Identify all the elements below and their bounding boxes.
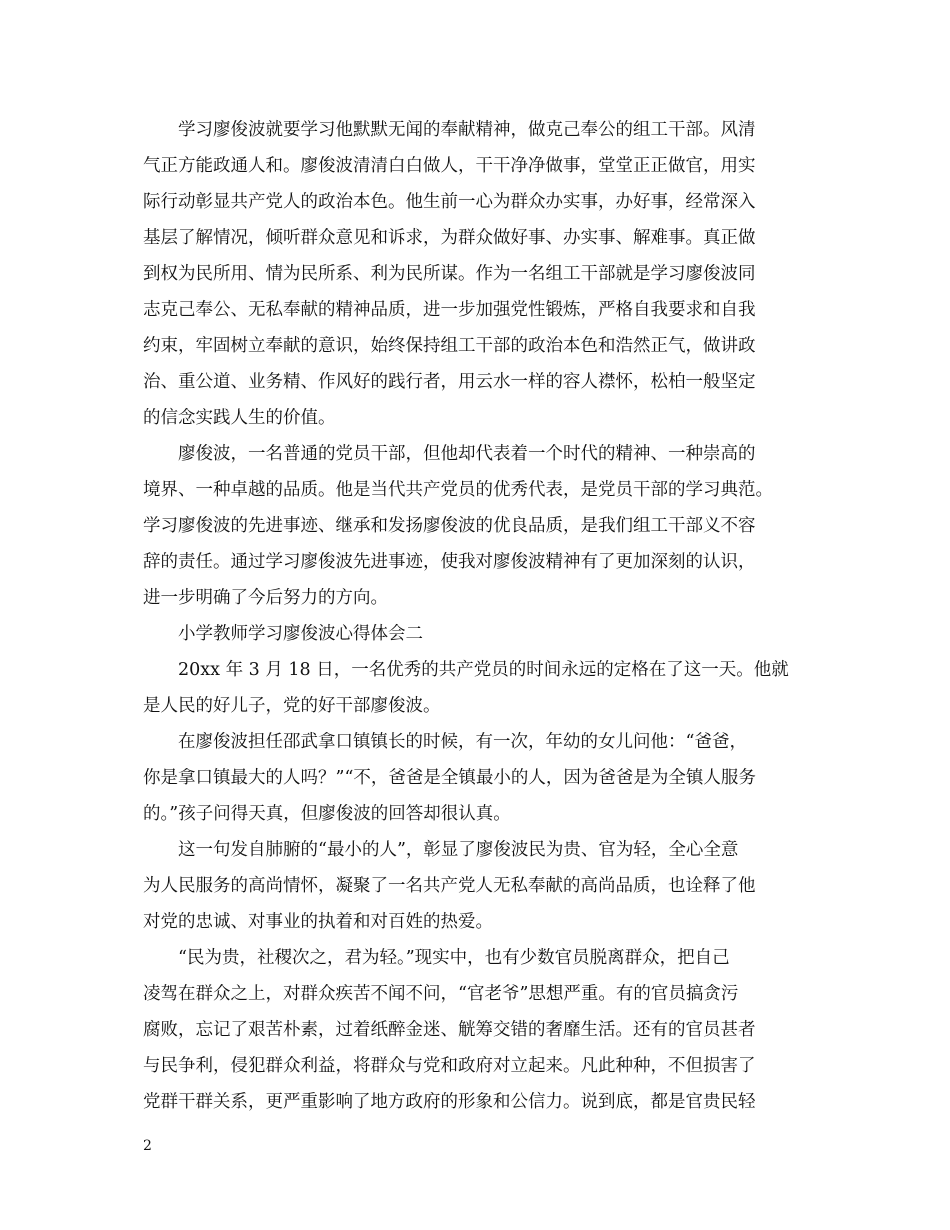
paragraph-line: 对党的忠诚、对事业的执着和对百姓的热爱。 [143,912,493,932]
page-number: 2 [143,1138,152,1154]
paragraph-line: 是人民的好儿子，党的好干部廖俊波。 [143,696,441,716]
paragraph-line: 党群干群关系，更严重影响了地方政府的形象和公信力。说到底，都是官贵民轻 [143,1092,756,1112]
paragraph-line: 为人民服务的高尚情怀，凝聚了一名共产党人无私奉献的高尚品质，也诠释了他 [143,876,756,896]
paragraph-line: 你是拿口镇最大的人吗？”“不，爸爸是全镇最小的人，因为爸爸是为全镇人服务 [143,768,756,788]
paragraph-line: 约束，牢固树立奉献的意识，始终保持组工干部的政治本色和浩然正气，做讲政 [143,336,756,356]
paragraph-line: 腐败，忘记了艰苦朴素，过着纸醉金迷、觥筹交错的奢靡生活。还有的官员甚者 [143,1020,756,1040]
paragraph-line: 这一句发自肺腑的“最小的人”，彰显了廖俊波民为贵、官为轻，全心全意 [178,840,739,860]
paragraph-line: 境界、一种卓越的品质。他是当代共产党员的优秀代表，是党员干部的学习典范。 [143,480,773,500]
paragraph-line: 气正方能政通人和。廖俊波清清白白做人，干干净净做事，堂堂正正做官，用实 [143,156,756,176]
paragraph-line: 基层了解情况，倾听群众意见和诉求，为群众做好事、办实事、解难事。真正做 [143,228,756,248]
paragraph-line: 学习廖俊波就要学习他默默无闻的奉献精神，做克己奉公的组工干部。风清 [178,120,756,140]
paragraph-line: 治、重公道、业务精、作风好的践行者，用云水一样的容人襟怀，松柏一般坚定 [143,372,756,392]
document-body [143,112,833,1120]
paragraph-line: 志克己奉公、无私奉献的精神品质，进一步加强党性锻炼，严格自我要求和自我 [143,300,756,320]
paragraph-line: 廖俊波，一名普通的党员干部，但他却代表着一个时代的精神、一种崇高的 [178,444,756,464]
paragraph-line: 到权为民所用、情为民所系、利为民所谋。作为一名组工干部就是学习廖俊波同 [143,264,756,284]
paragraph-line: “民为贵，社稷次之，君为轻。”现实中，也有少数官员脱离群众，把自己 [178,948,730,968]
paragraph-line: 的。”孩子问得天真，但廖俊波的回答却很认真。 [143,804,511,824]
paragraph-line: 辞的责任。通过学习廖俊波先进事迹，使我对廖俊波精神有了更加深刻的认识， [143,552,756,572]
section-heading: 小学教师学习廖俊波心得体会二 [178,624,423,644]
paragraph-line: 与民争利，侵犯群众利益，将群众与党和政府对立起来。凡此种种，不但损害了 [143,1056,756,1076]
paragraph-line: 凌驾在群众之上，对群众疾苦不闻不问，“官老爷”思想严重。有的官员搞贪污 [143,984,739,1004]
paragraph-line: 的信念实践人生的价值。 [143,408,336,428]
paragraph-line: 20xx 年 3 月 18 日，一名优秀的共产党员的时间永远的定格在了这一天。他就 [178,660,789,680]
paragraph-line: 际行动彰显共产党人的政治本色。他生前一心为群众办实事，办好事，经常深入 [143,192,756,212]
paragraph-line: 在廖俊波担任邵武拿口镇镇长的时候，有一次，年幼的女儿问他：“爸爸， [178,732,747,752]
paragraph-line: 学习廖俊波的先进事迹、继承和发扬廖俊波的优良品质，是我们组工干部义不容 [143,516,756,536]
paragraph-line: 进一步明确了今后努力的方向。 [143,588,388,608]
